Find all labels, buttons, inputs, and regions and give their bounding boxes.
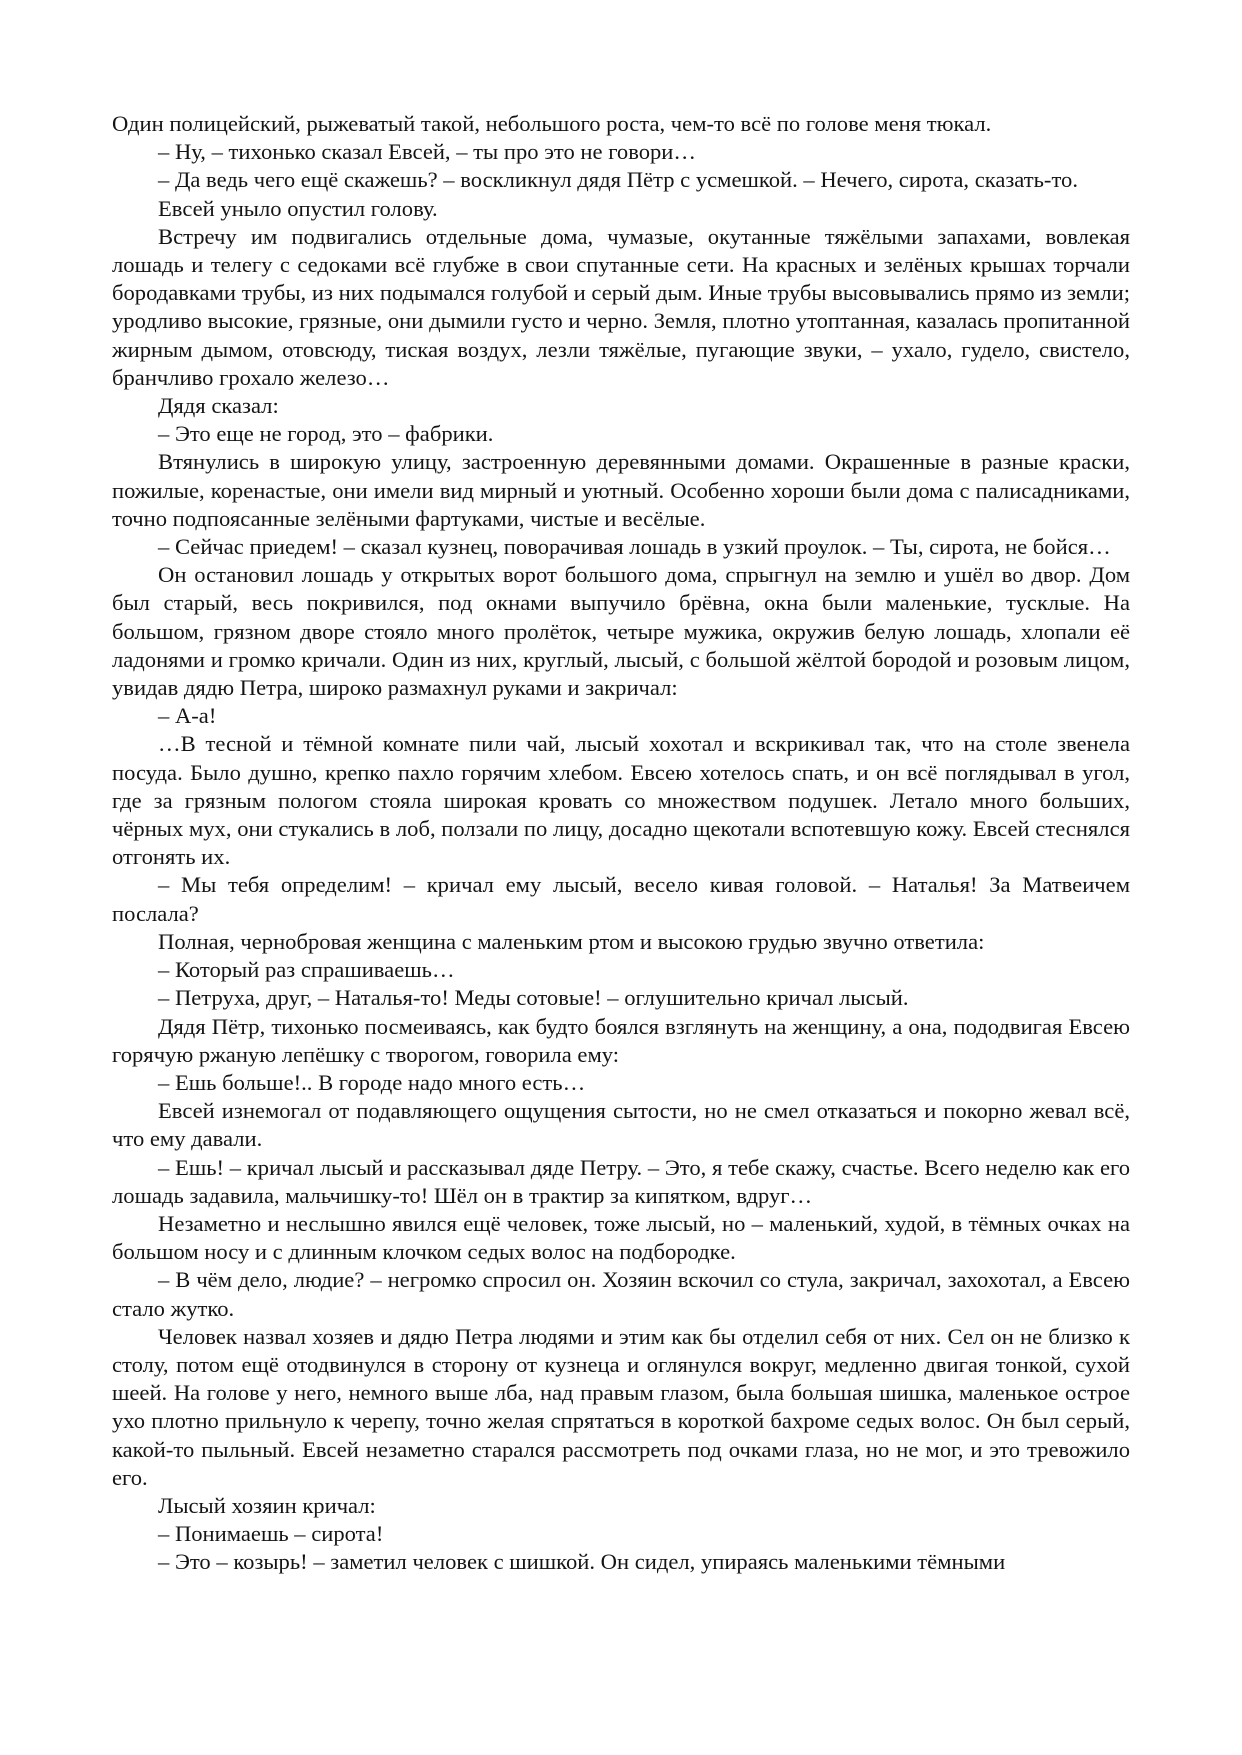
paragraph: – Сейчас приедем! – сказал кузнец, поворачивая лошадь в узкий проулок. – Ты, сирота, не бойся…	[158, 534, 1111, 560]
paragraph: Евсей изнемогал от подавляющего ощущения сытости, но не смел отказаться и покорно жевал всё, что ему давали.	[112, 1098, 1130, 1152]
paragraph: Евсей уныло опустил голову.	[158, 195, 438, 221]
paragraph: Он остановил лошадь у открытых ворот большого дома, спрыгнул на землю и ушёл во двор. Дом был старый, весь покривился, под окнами выпучило брёвна, окна были маленькие, тусклые. На большом, грязном дворе стояло много пролёток, четыре мужика, окружив белую лошадь, хлопали её ладонями и громко кричали. Один из них, круглый, лысый, с большой жёлтой бородой и розовым лицом, увидав дядю Петра, широко размахнул руками и закричал:	[112, 562, 1130, 701]
paragraph: – Ну, – тихонько сказал Евсей, – ты про это не говори…	[158, 139, 696, 165]
paragraph: …В тесной и тёмной комнате пили чай, лысый хохотал и вскрикивал так, что на столе звенела посуда. Было душно, крепко пахло горячим хлебом. Евсею хотелось спать, и он всё поглядывал в угол, где за грязным пологом стояла широкая кровать со множеством подушек. Летало много больших, чёрных мух, они стукались в лоб, ползали по лицу, досадно щекотали вспотевшую кожу. Евсей стеснялся отгонять их.	[112, 731, 1130, 870]
paragraph: – Петруха, друг, – Наталья-то! Меды сотовые! – оглушительно кричал лысый.	[158, 985, 909, 1011]
paragraph: – Ешь! – кричал лысый и рассказывал дяде Петру. – Это, я тебе скажу, счастье. Всего неделю как его лошадь задавила, мальчишку-то! Шёл он в трактир за кипятком, вдруг…	[112, 1154, 1130, 1208]
paragraph: Человек назвал хозяев и дядю Петра людями и этим как бы отделил себя от них. Сел он не близко к столу, потом ещё отодвинулся в сторону от кузнеца и оглянулся вокруг, медленно двигая тонкой, сухой шеей. На голове у него, немного выше лба, над правым глазом, была большая шишка, маленькое острое ухо плотно прильнуло к черепу, точно желая спрятаться в короткой бахроме седых волос. Он был серый, какой-то пыльный. Евсей незаметно старался рассмотреть под очками глаза, но не мог, и это тревожило его.	[112, 1323, 1130, 1490]
paragraph: Один полицейский, рыжеватый такой, небольшого роста, чем-то всё по голове меня тюкал.	[112, 111, 992, 136]
paragraph: Встречу им подвигались отдельные дома, чумазые, окутанные тяжёлыми запахами, вовлекая лошадь и телегу с седоками всё глубже в свои спутанные сети. На красных и зелёных крышах торчали бородавками трубы, из них подымался голубой и серый дым. Иные трубы высовывались прямо из земли; уродливо высокие, грязные, они дымили густо и черно. Земля, плотно утоптанная, казалась пропитанной жирным дымом, отовсюду, тиская воздух, лезли тяжёлые, пугающие звуки, – ухало, гудело, свистело, бранчливо грохало железо…	[112, 223, 1130, 390]
paragraph: – Это еще не город, это – фабрики.	[158, 421, 494, 447]
paragraph: – Мы тебя определим! – кричал ему лысый, весело кивая головой. – Наталья! За Матвеичем послала?	[112, 872, 1130, 926]
paragraph: – Это – козырь! – заметил человек с шишкой. Он сидел, упираясь маленькими тёмными	[158, 1549, 1006, 1575]
paragraph: Дядя Пётр, тихонько посмеиваясь, как будто боялся взглянуть на женщину, а она, пододвигая Евсею горячую ржаную лепёшку с творогом, говорила ему:	[112, 1013, 1130, 1067]
paragraph: – Который раз спрашиваешь…	[158, 957, 455, 983]
paragraph: Незаметно и неслышно явился ещё человек, тоже лысый, но – маленький, худой, в тёмных очках на большом носу и с длинным клочком седых волос на подбородке.	[112, 1210, 1130, 1265]
paragraph: – В чём дело, людие? – негромко спросил он. Хозяин вскочил со стула, закричал, захохотал, а Евсею стало жутко.	[112, 1267, 1130, 1321]
paragraph: Лысый хозяин кричал:	[158, 1492, 376, 1518]
paragraph: – Да ведь чего ещё скажешь? – воскликнул дядя Пётр с усмешкой. – Нечего, сирота, сказать-то.	[158, 167, 1078, 193]
paragraph: Дядя сказал:	[158, 393, 279, 419]
paragraph: – Понимаешь – сирота!	[158, 1521, 384, 1547]
paragraph: Втянулись в широкую улицу, застроенную деревянными домами. Окрашенные в разные краски, пожилые, коренастые, они имели вид мирный и уютный. Особенно хороши были дома с палисадниками, точно подпоясанные зелёными фартуками, чистые и весёлые.	[112, 449, 1130, 531]
paragraph: Полная, чернобровая женщина с маленьким ртом и высокою грудью звучно ответила:	[158, 928, 985, 954]
paragraph: – Ешь больше!.. В городе надо много есть…	[158, 1069, 586, 1095]
paragraph: – А-а!	[158, 703, 217, 729]
document-page	[112, 110, 1130, 1577]
